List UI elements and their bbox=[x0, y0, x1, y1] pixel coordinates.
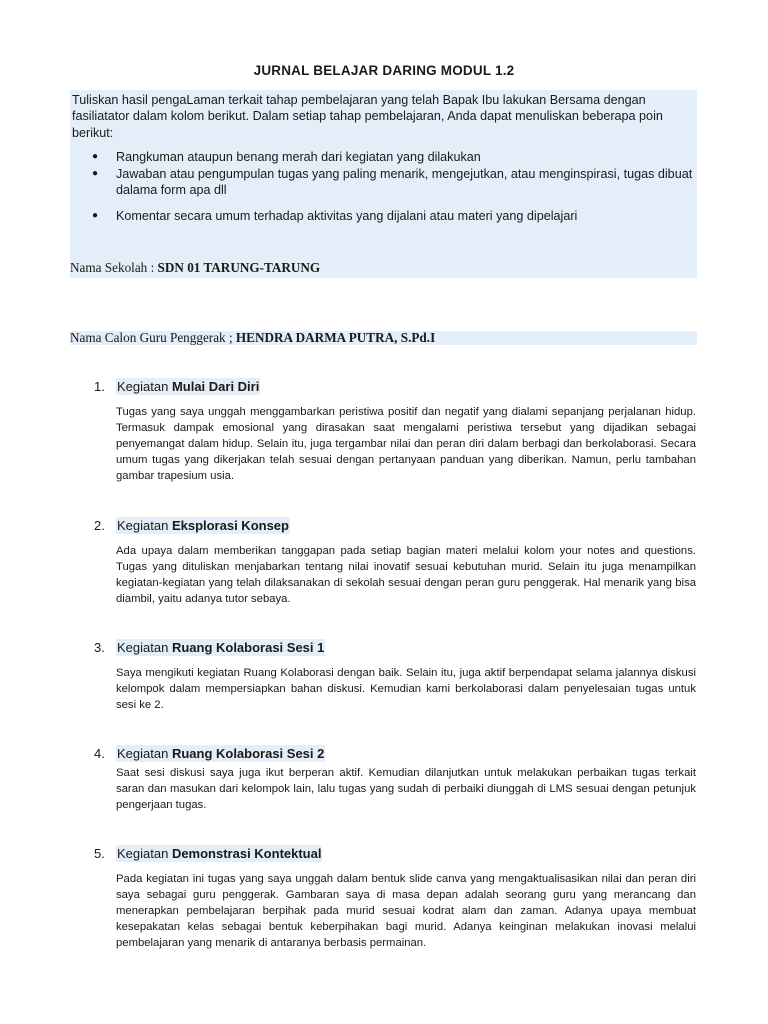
bullet-icon: ● bbox=[92, 210, 99, 221]
section-heading bbox=[94, 640, 325, 655]
section-number: 3. bbox=[94, 640, 105, 655]
section-number: 1. bbox=[94, 379, 105, 394]
school-value: SDN 01 TARUNG-TARUNG bbox=[157, 260, 321, 275]
section-prefix: Kegiatan bbox=[117, 518, 172, 533]
teacher-name bbox=[70, 331, 697, 345]
section-body: Ada upaya dalam memberikan tanggapan pada setiap bagian materi melalui kolom your notes and questions. Tugas yang dituliskan menjabarkan tentang nilai inovatif sesuai kebutuhan murid. Selain itu juga menampilkan kegiatan-kegiatan yang telah dilaksanakan di sekolah sesuai dengan peran guru penggerak. Hal menarik yang bisa diambil, yaitu adanya tutor sebaya. bbox=[116, 545, 696, 605]
list-item-text: Rangkuman ataupun benang merah dari kegiatan yang dilakukan bbox=[116, 150, 481, 164]
section-number: 5. bbox=[94, 846, 105, 861]
section-prefix: Kegiatan bbox=[117, 379, 172, 394]
section-title bbox=[116, 845, 322, 862]
section-title bbox=[116, 745, 325, 762]
section-prefix: Kegiatan bbox=[117, 746, 172, 761]
section-prefix: Kegiatan bbox=[117, 640, 172, 655]
list-item bbox=[92, 149, 696, 165]
section-heading bbox=[94, 518, 290, 533]
bullet-icon: ● bbox=[92, 168, 99, 179]
school-name bbox=[70, 260, 320, 276]
section-name: Ruang Kolaborasi Sesi 1 bbox=[171, 640, 325, 655]
list-item bbox=[92, 208, 696, 224]
section-heading bbox=[94, 379, 260, 394]
page-title: JURNAL BELAJAR DARING MODUL 1.2 bbox=[253, 63, 515, 78]
section-heading bbox=[94, 746, 325, 761]
section-prefix: Kegiatan bbox=[117, 846, 172, 861]
section-body: Saat sesi diskusi saya juga ikut berperan aktif. Kemudian dilanjutkan untuk melakukan perbaikan tugas terkait saran dan masukan dari kelompok lain, lalu tugas yang sudah di perbaiki diunggah di LMS sesuai dengan petunjuk pengerjaan tugas. bbox=[116, 767, 696, 811]
section-body: Tugas yang saya unggah menggambarkan peristiwa positif dan negatif yang dialami sepanjang perjalanan hidup. Termasuk dampak emosional yang dirasakan saat mengalami peristiwa tersebut yang dijadikan sebagai penyemangat dalam hidup. Selain itu, juga tergambar nilai dan peran diri dalam berbagi dan berkolaborasi. Secara umum tugas yang dikerjakan telah sesuai dengan pertanyaan panduan yang diberikan. Namun, perlu tambahan gambar trapesium usia. bbox=[116, 406, 696, 482]
section-name: Ruang Kolaborasi Sesi 2 bbox=[171, 746, 325, 761]
section-title bbox=[116, 517, 290, 534]
section-name: Demonstrasi Kontektual bbox=[171, 846, 322, 861]
school-label: Nama Sekolah : bbox=[70, 260, 158, 275]
section-name: Eksplorasi Konsep bbox=[171, 518, 289, 533]
instruction-box bbox=[70, 90, 697, 278]
section-name: Mulai Dari Diri bbox=[171, 379, 260, 394]
list-item bbox=[92, 166, 696, 199]
section-title bbox=[116, 639, 325, 656]
teacher-value: HENDRA DARMA PUTRA, S.Pd.I bbox=[235, 330, 436, 345]
section-body: Pada kegiatan ini tugas yang saya unggah dalam bentuk slide canva yang mengaktualisasikan nilai dan peran diri saya sebagai guru penggerak. Gambaran saya di masa depan adalah seorang guru yang merancang dan menerapkan pembelajaran berpihak pada murid sesuai kodrat alam dan zaman. Adanya upaya membuat kesepakatan kelas sebagai bentuk keberpihakan bagi murid. Adanya keinginan melakukan inovasi melalui pembelajaran yang menarik di antaranya berbasis permainan. bbox=[116, 873, 696, 949]
list-item-text: Jawaban atau pengumpulan tugas yang paling menarik, mengejutkan, atau menginspirasi, tugas dibuat dalama form apa dll bbox=[116, 167, 693, 198]
list-item-text: Komentar secara umum terhadap aktivitas yang dijalani atau materi yang dipelajari bbox=[116, 209, 578, 223]
bullet-icon: ● bbox=[92, 151, 99, 162]
instruction-text: Tuliskan hasil pengaLaman terkait tahap pembelajaran yang telah Bapak Ibu lakukan Bersama dengan fasiliatator dalam kolom berikut. Dalam setiap tahap pembelajaran, Anda dapat menuliskan beberapa poin berikut: bbox=[72, 93, 663, 140]
section-number: 2. bbox=[94, 518, 105, 533]
section-heading bbox=[94, 846, 322, 861]
section-number: 4. bbox=[94, 746, 105, 761]
teacher-label: Nama Calon Guru Penggerak ; bbox=[70, 330, 236, 345]
section-body: Saya mengikuti kegiatan Ruang Kolaborasi dengan baik. Selain itu, juga aktif berpendapat selama jalannya diskusi kelompok dalam mempersiapkan bahan diskusi. Kemudian kami berkolaborasi dalam penyelesaian tugas untuk sesi ke 2. bbox=[116, 667, 696, 711]
section-title bbox=[116, 378, 260, 395]
